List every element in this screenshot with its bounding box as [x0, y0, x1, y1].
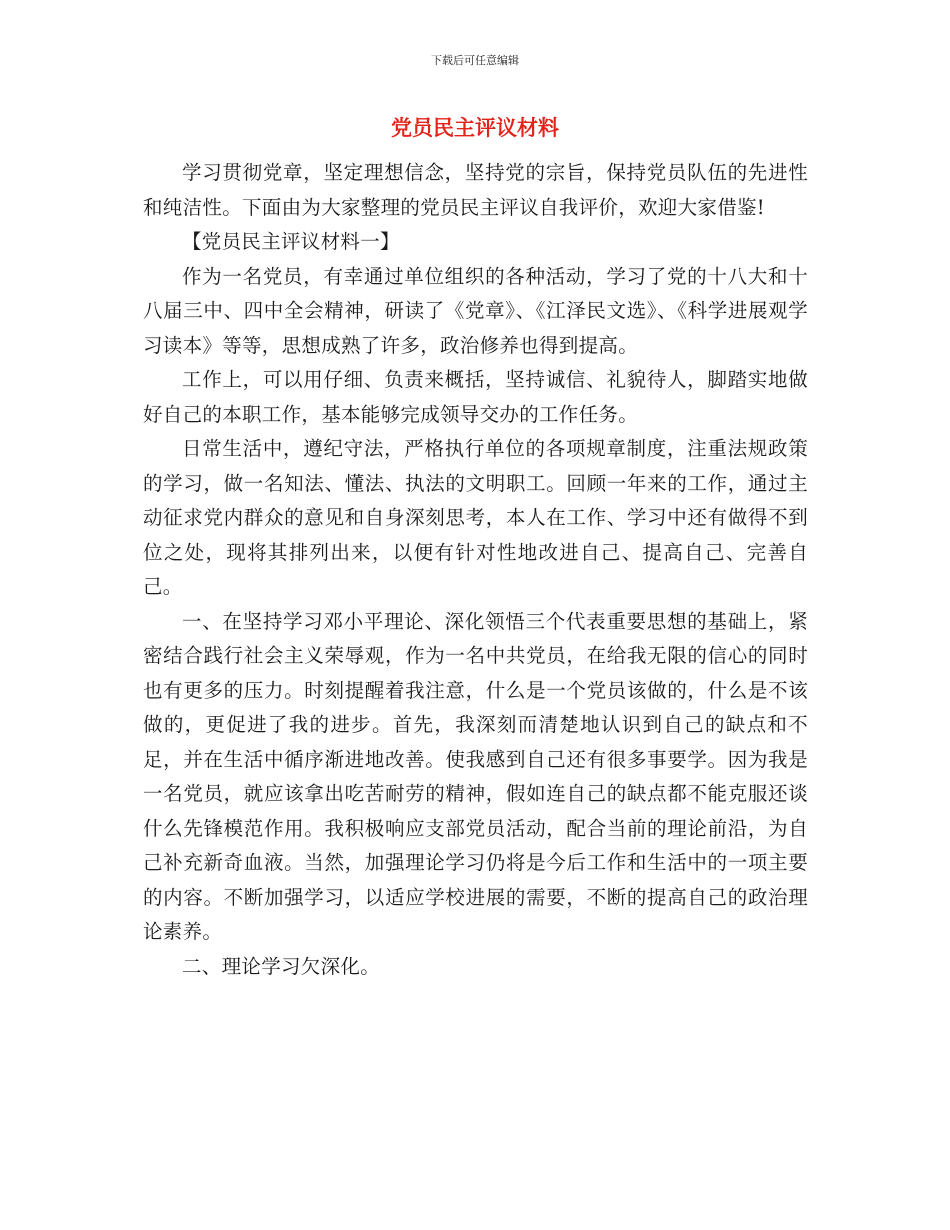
paragraph: 日常生活中，遵纪守法，严格执行单位的各项规章制度，注重法规政策的学习，做一名知法、懂法、执法的文明职工。回顾一年来的工作，通过主动征求党内群众的意见和自身深刻思考，本人在工作、学习中还有做得不到位之处，现将其排列出来，以便有针对性地改进自己、提高自己、完善自己。 — [143, 437, 808, 598]
header-note: 下载后可任意编辑 — [431, 54, 519, 67]
document-title: 党员民主评议材料 — [391, 116, 559, 140]
paragraph: 二、理论学习欠深化。 — [182, 954, 381, 978]
paragraph: 工作上，可以用仔细、负责来概括，坚持诚信、礼貌待人，脚踏实地做好自己的本职工作，基本能够完成领导交办的工作任务。 — [143, 368, 808, 426]
paragraph-intro: 学习贯彻党章，坚定理想信念，坚持党的宗旨，保持党员队伍的先进性和纯洁性。下面由为大家整理的党员民主评议自我评价，欢迎大家借鉴! — [143, 161, 808, 219]
paragraph: 作为一名党员，有幸通过单位组织的各种活动，学习了党的十八大和十八届三中、四中全会精神，研读了《党章》、《江泽民文选》、《科学进展观学习读本》等等，思想成熟了许多，政治修养也得到提高。 — [143, 264, 808, 357]
document-body — [143, 156, 808, 984]
paragraph: 一、在坚持学习邓小平理论、深化领悟三个代表重要思想的基础上，紧密结合践行社会主义荣辱观，作为一名中共党员，在给我无限的信心的同时也有更多的压力。时刻提醒着我注意，什么是一个党员该做的，什么是不该做的，更促进了我的进步。首先，我深刻而清楚地认识到自己的缺点和不足，并在生活中循序渐进地改善。使我感到自己还有很多事要学。因为我是一名党员，就应该拿出吃苦耐劳的精神，假如连自己的缺点都不能克服还谈什么先锋模范作用。我积极响应支部党员活动，配合当前的理论前沿，为自己补充新奇血液。当然，加强理论学习仍将是今后工作和生活中的一项主要的内容。不断加强学习，以适应学校进展的需要，不断的提高自己的政治理论素养。 — [143, 609, 808, 943]
section-heading: 【党员民主评议材料一】 — [182, 230, 400, 253]
